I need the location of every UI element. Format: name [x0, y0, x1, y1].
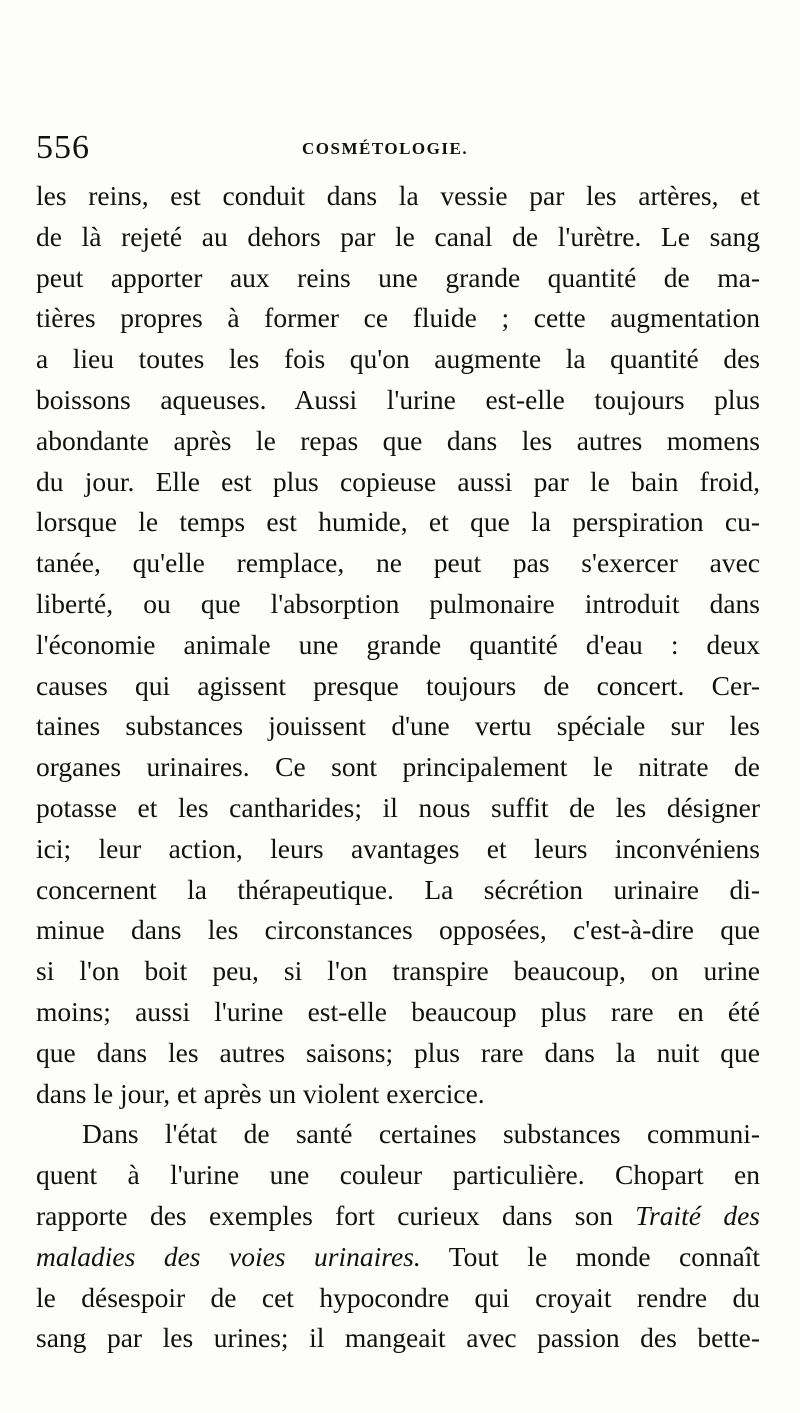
text-line: si l'on boit peu, si l'on transpire beaucoup, on urine: [36, 955, 760, 987]
italic-title-segment: maladies des voies urinaires.: [36, 1240, 421, 1272]
text-line: tières propres à former ce fluide ; cette augmentation: [36, 302, 760, 334]
text-line: a lieu toutes les fois qu'on augmente la quantité des: [36, 343, 760, 375]
body-text: [36, 176, 760, 1359]
text-line: moins; aussi l'urine est-elle beaucoup plus rare en été: [36, 995, 760, 1027]
text-line: que dans les autres saisons; plus rare dans la nuit que: [36, 1036, 760, 1068]
text-line: les reins, est conduit dans la vessie par les artères, et: [36, 180, 760, 211]
text-line: peut apporter aux reins une grande quantité de ma-: [36, 261, 760, 293]
text-line: taines substances jouissent d'une vertu spéciale sur les: [36, 710, 760, 742]
text-line: boissons aqueuses. Aussi l'urine est-elle toujours plus: [36, 383, 760, 415]
text-line: concernent la thérapeutique. La sécrétion urinaire di-: [36, 873, 760, 905]
running-head: COSMÉTOLOGIE.: [302, 139, 469, 158]
text-line: de là rejeté au dehors par le canal de l'urètre. Le sang: [36, 220, 760, 252]
text-line: le désespoir de cet hypocondre qui croyait rendre du: [36, 1281, 760, 1313]
page-number: 556: [36, 129, 90, 166]
paragraph-first-line: Dans l'état de santé certaines substances communi-: [82, 1118, 760, 1150]
text-line: liberté, ou que l'absorption pulmonaire introduit dans: [36, 587, 760, 619]
text-line: l'économie animale une grande quantité d'eau : deux: [36, 628, 760, 660]
text-line: du jour. Elle est plus copieuse aussi par le bain froid,: [36, 465, 760, 497]
text-line: lorsque le temps est humide, et que la perspiration cu-: [36, 506, 760, 538]
text-line-with-italic: [36, 1196, 760, 1237]
italic-title-segment: Traité des: [635, 1199, 760, 1231]
text-line-with-italic: [36, 1237, 760, 1278]
text-segment: rapporte des exemples fort curieux dans son: [36, 1199, 636, 1231]
text-line: sang par les urines; il mangeait avec passion des bette-: [36, 1322, 760, 1354]
text-segment: Tout le monde connaît: [420, 1240, 760, 1272]
text-line: causes qui agissent presque toujours de concert. Cer-: [36, 669, 760, 701]
page-header: [36, 128, 756, 168]
text-line: potasse et les cantharides; il nous suffit de les désigner: [36, 791, 760, 823]
text-line: quent à l'urine une couleur particulière. Chopart en: [36, 1159, 760, 1191]
text-line: tanée, qu'elle remplace, ne peut pas s'exercer avec: [36, 547, 760, 579]
text-line: minue dans les circonstances opposées, c'est-à-dire que: [36, 914, 760, 946]
text-line: organes urinaires. Ce sont principalement le nitrate de: [36, 751, 760, 783]
paragraph-last-line: dans le jour, et après un violent exercice.: [36, 1077, 485, 1109]
text-line: ici; leur action, leurs avantages et leurs inconvéniens: [36, 832, 760, 864]
text-line: abondante après le repas que dans les autres momens: [36, 424, 760, 456]
